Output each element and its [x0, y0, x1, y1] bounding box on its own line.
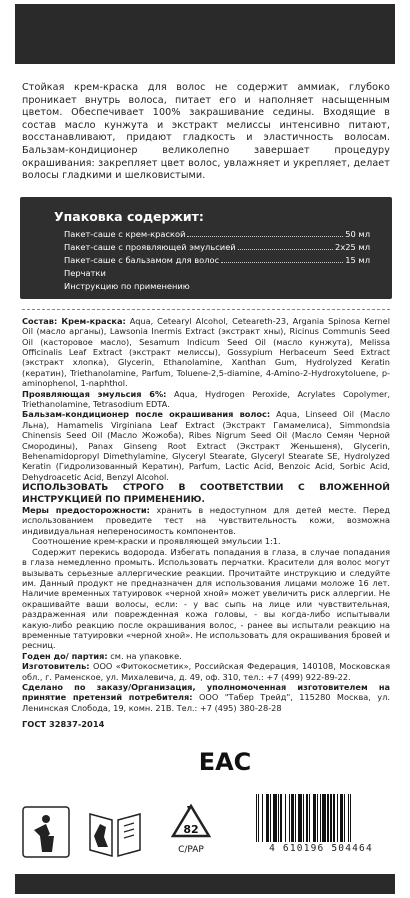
- leader-dots: [238, 241, 333, 250]
- barcode-number: 4 610196 504464: [269, 843, 373, 854]
- package-row: [64, 254, 370, 267]
- balm-text: Aqua, Linseed Oil (Масло Льна), Hamamelis Virginiana Leaf Extract (Экстракт Гамамелиса), Simmondsia Chinensis Seed Oil (Масло Жожоба), Ribes Nigrum Seed Oil (Масло Семян Черной Смородины), Panax Ginseng Root Extract (Экстракт Женьшеня), Glycerin, Behenamidopropyl Dimethylamine, Glyceryl Stearate, Glyceryl Stearate SE, Hydrolyzed Keratin (Гидролизованный Кератин), Parfum, Lactic Acid, Benzoic Acid, Sorbic Acid, Dehydroacetic Acid, Benzyl Alcohol.: [22, 409, 390, 482]
- balm-composition: [22, 409, 390, 482]
- label-content: [22, 82, 390, 729]
- barcode-bars: [256, 794, 388, 842]
- barcode: [250, 792, 392, 854]
- precautions-text: хранить в недоступном для детей месте. Перед использованием проведите тест на чувствительность кожи, возможна индивидуальная непереносимость компонентов.: [22, 505, 391, 536]
- barcode-bar: [350, 794, 351, 842]
- warnings-text: Содержит перекись водорода. Избегать попадания в глаза, в случае попадания в глаза немедленно промыть. Использовать перчатки. Красители для волос могут вызывать серьезные аллергические реакции. Прочитайте инструкцию и следуйте им. Данный продукт не предназначен для использования лицами моложе 16 лет. Наличие временных татуировок «черной хной» может увеличить риск аллергии. Не окрашивайте ваши волосы, если: - у вас сыпь на лице или чувствительная, раздраженная или поврежденная кожа головы, - вы когда-либо испытывали какую-либо реакцию после окрашивания волос, - ранее вы испытали реакцию на временные татуировки «черной хной». Не использовать для окрашивания бровей и ресниц.: [22, 546, 390, 651]
- svg-text:ЕАС: ЕАС: [198, 748, 252, 776]
- warning-caps: ИСПОЛЬЗОВАТЬ СТРОГО В СООТВЕТСТВИИ С ВЛОЖЕННОЙ ИНСТРУКЦИЕЙ ПО ПРИМЕНЕНИЮ.: [22, 482, 390, 505]
- leader-dots: [187, 228, 343, 237]
- cream-composition: [22, 316, 390, 389]
- read-instructions-icon: [86, 806, 144, 862]
- package-row: [64, 241, 370, 254]
- precautions-label: Меры предосторожности:: [22, 505, 150, 516]
- emulsion-composition: [22, 389, 390, 410]
- trash-bin-icon: [22, 806, 70, 858]
- emulsion-text: Aqua, Hydrogen Peroxide, Acrylates Copolymer, Triethanolamine, Tetrasodium EDTA.: [22, 388, 390, 409]
- recycle-icon: [166, 802, 216, 858]
- ratio-text: Соотношение крем-краски и проявляющей эмульсии 1:1.: [32, 536, 281, 547]
- package-item-value: 15 мл: [345, 254, 370, 265]
- package-item-label: Пакет-саше с крем-краской: [64, 228, 186, 239]
- package-row: [64, 228, 370, 241]
- claims-text: ООО "Табер Трейд", 115280 Москва, ул. Ленинская Слобода, 19, комн. 21В. Тел.: +7 (495) 380-28-28: [22, 692, 390, 713]
- shelf-label: Годен до/ партия:: [22, 650, 108, 661]
- emulsion-label: Проявляющая эмульсия 6%:: [22, 388, 167, 399]
- top-frame: [0, 0, 410, 72]
- claims-label: Сделано по заказу/Организация, уполномоченная изготовителем на принятие претензий потребителя:: [22, 681, 390, 703]
- claims-org: [22, 682, 390, 713]
- product-description: Стойкая крем-краска для волос не содержит аммиак, глубоко проникает внутрь волоса, питает его и наполняет насыщенным цветом. Обеспечивает 100% закрашивание седины. Входящие в состав масло кунжута и экстракт мелиссы интенсивно питают, восстанавливают, придают гладкость и эластичность волосам. Бальзам-кондиционер великолепно завершает процедуру окрашивания: закрепляет цвет волос, увлажняет и укрепляет, делает волосы гладкими и шелковистыми.: [22, 82, 390, 182]
- package-item-label: Инструкцию по применению: [64, 280, 190, 291]
- package-item-value: 50 мл: [345, 228, 370, 239]
- eac-mark-icon: [198, 736, 252, 782]
- shelf-text: см. на упаковке.: [110, 650, 182, 661]
- cream-text: Aqua, Cetearyl Alcohol, Ceteareth-23, Argania Spinosa Kernel Oil (масло арганы), Lawsonia Inermis Extract (экстракт хны), Ricinus Communis Seed Oil (касторовое масло), Sesamum Indicum Seed Oil (масло кунжута), Melissa Officinalis Leaf Extract (экстракт мелиссы), Gossypium Herbaceum Seed Extract (экстракт хлопка), Glycerin, Ethanolamine, Xanthan Gum, Hydrolyzed Keratin (кератин), Triethanolamine, Parfum, Toluene-2,5-diamine, 4-Amino-2-Hydroxytoluene, p-aminophenol, 1-naphthol.: [22, 315, 390, 389]
- top-dark-band: [15, 4, 395, 64]
- manufacturer-text: ООО «Фитокосметик», Российская Федерация, 140108, Московская обл., г. Раменское, ул. Михалевича, д. 49, оф. 310, тел.: +7 (499) 922-89-22.: [22, 661, 391, 682]
- package-item-label: Пакет-саше с проявляющей эмульсией: [64, 241, 236, 252]
- package-row: [64, 267, 370, 280]
- package-contents-box: [20, 197, 392, 299]
- leader-dots: [221, 254, 343, 263]
- package-title: Упаковка содержит:: [54, 208, 204, 224]
- svg-text:C/PAP: C/PAP: [178, 845, 204, 855]
- bottom-dark-band: [15, 874, 395, 894]
- manufacturer-label: Изготовитель:: [22, 661, 90, 672]
- package-item-value: 2х25 мл: [335, 241, 370, 252]
- dashed-divider: [22, 309, 390, 310]
- package-item-label: Пакет-саше с бальзамом для волос: [64, 254, 220, 265]
- shelf-life: [22, 651, 390, 661]
- manufacturer: [22, 661, 390, 682]
- precautions: [22, 505, 390, 536]
- composition-block: [22, 316, 390, 713]
- package-row: [64, 280, 370, 293]
- gost-standard: ГОСТ 32837-2014: [22, 719, 105, 730]
- balm-label: Бальзам-кондиционер после окрашивания волос:: [22, 409, 271, 420]
- cream-label: Состав: Крем-краска:: [22, 315, 126, 326]
- package-item-label: Перчатки: [64, 267, 106, 278]
- svg-text:82: 82: [183, 823, 199, 836]
